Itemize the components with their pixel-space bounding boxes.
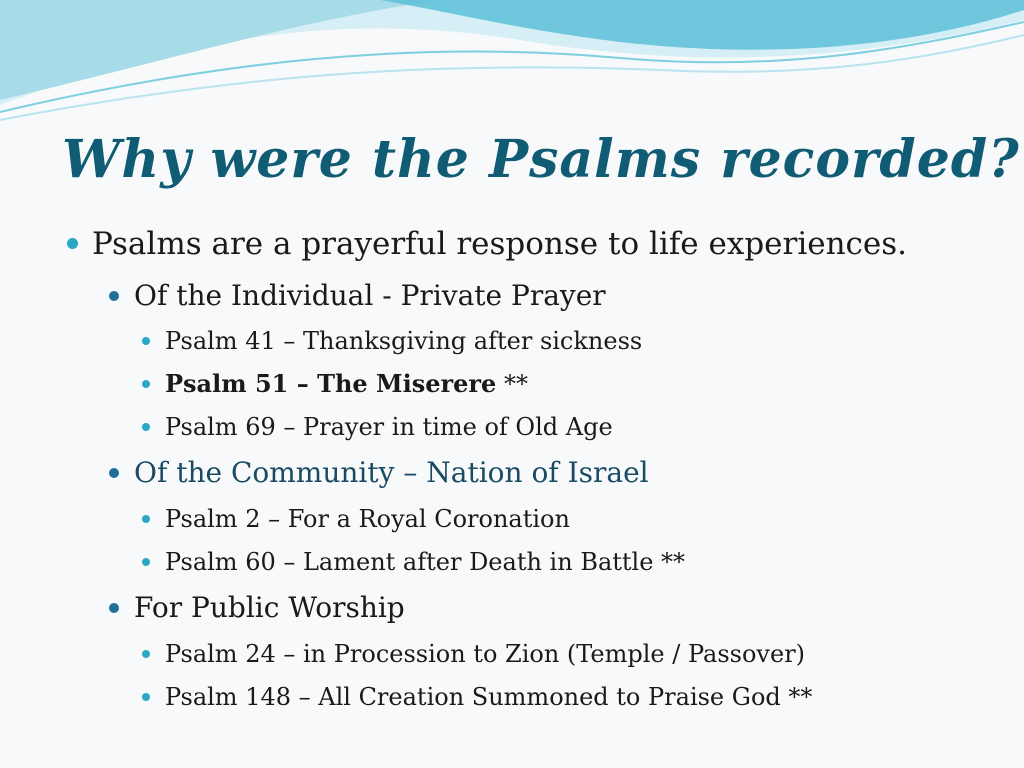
list-item <box>165 545 685 579</box>
bullet-icon <box>142 423 150 431</box>
bullet-icon <box>142 515 150 523</box>
list-item <box>165 410 613 444</box>
section-heading-text: Of the Individual - Private Prayer <box>134 279 606 312</box>
list-item <box>165 502 570 536</box>
section-heading-individual <box>134 276 606 316</box>
section-heading-text: Of the Community – Nation of Israel <box>134 456 649 489</box>
bullet-icon <box>109 291 119 301</box>
main-point-text: Psalms are a prayerful response to life experiences. <box>92 226 908 262</box>
list-item <box>165 324 642 358</box>
bullet-icon <box>142 650 150 658</box>
bullet-icon <box>142 380 150 388</box>
list-item-text: Psalm 41 – Thanksgiving after sickness <box>165 327 643 355</box>
bullet-icon <box>142 693 150 701</box>
section-heading-worship <box>134 588 405 628</box>
list-item-bold-text: Psalm 51 – The Miserere <box>165 369 497 398</box>
main-point <box>92 222 907 266</box>
list-item-text: Psalm 148 – All Creation Summoned to Praise God ** <box>165 683 813 711</box>
bullet-icon <box>142 558 150 566</box>
bullet-icon <box>67 238 78 249</box>
section-heading-text: For Public Worship <box>134 591 405 624</box>
list-item <box>165 637 805 671</box>
page-title: Why were the Psalms recorded? <box>62 129 1020 190</box>
bullet-icon <box>142 337 150 345</box>
list-item <box>165 367 528 401</box>
bullet-icon <box>109 603 119 613</box>
list-item-text: Psalm 24 – in Procession to Zion (Temple / Passover) <box>165 640 806 668</box>
list-item-text: Psalm 2 – For a Royal Coronation <box>165 505 570 533</box>
list-item-text: ** <box>496 370 528 398</box>
bullet-icon <box>109 468 119 478</box>
list-item-text: Psalm 69 – Prayer in time of Old Age <box>165 413 613 441</box>
list-item <box>165 680 812 714</box>
list-item-text: Psalm 60 – Lament after Death in Battle ** <box>165 548 686 576</box>
section-heading-community <box>134 453 649 493</box>
